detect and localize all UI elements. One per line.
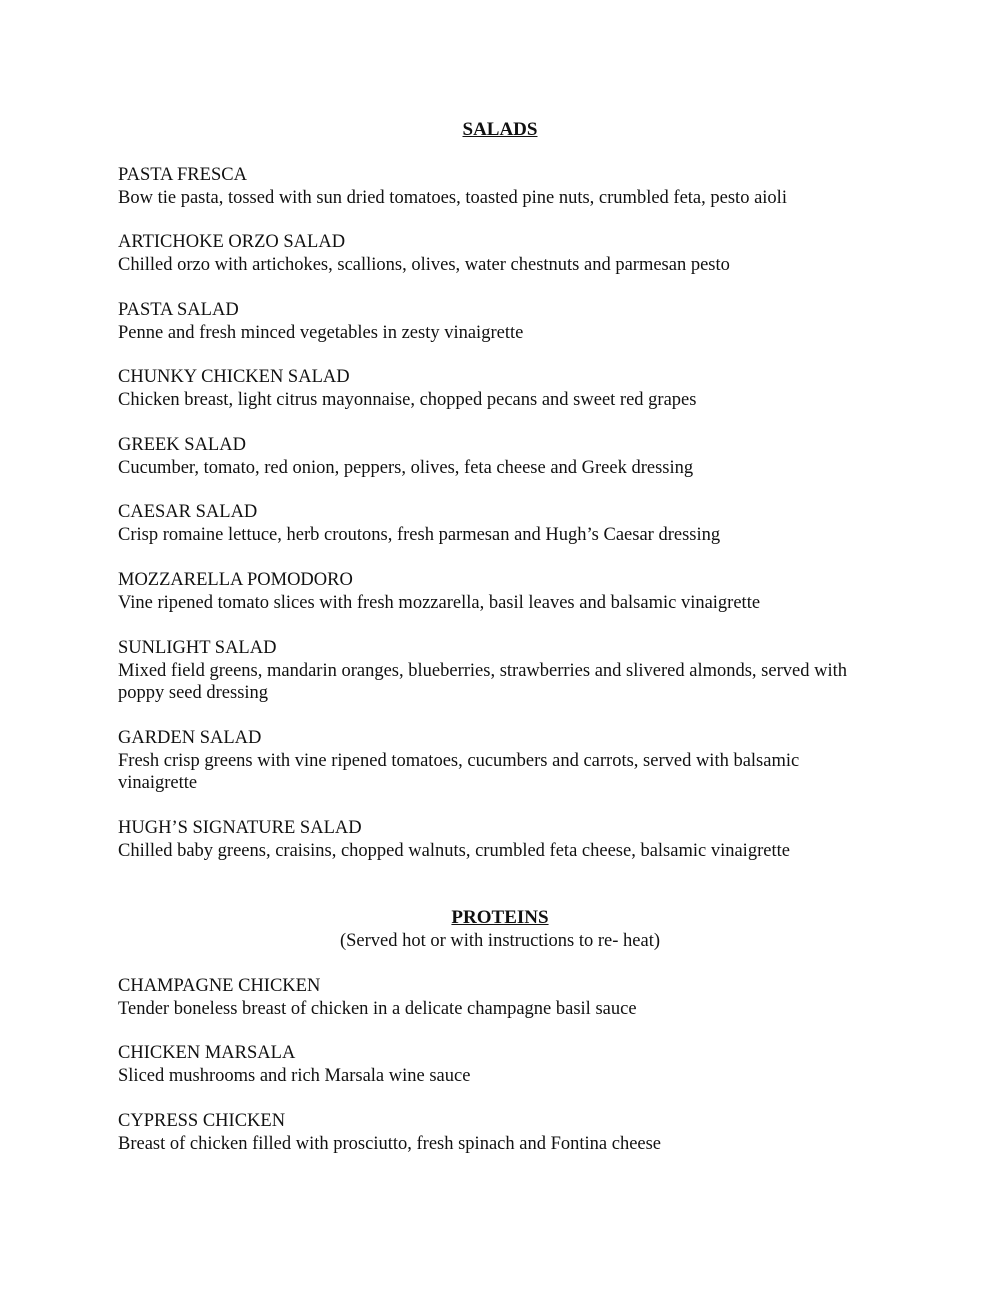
salad-item-chunky-chicken xyxy=(118,366,878,411)
salads-title: SALADS xyxy=(462,119,538,140)
item-name: GARDEN SALAD xyxy=(118,728,262,748)
item-description: Chicken breast, light citrus mayonnaise, chopped pecans and sweet red grapes xyxy=(118,389,697,410)
item-name: PASTA SALAD xyxy=(118,300,239,320)
item-description: Mixed field greens, mandarin oranges, blueberries, strawberries and slivered almonds, served with poppy seed dressing xyxy=(118,660,847,703)
item-description: Chilled orzo with artichokes, scallions, olives, water chestnuts and parmesan pesto xyxy=(118,254,730,275)
item-name: CYPRESS CHICKEN xyxy=(118,1111,286,1131)
item-name: CHUNKY CHICKEN SALAD xyxy=(118,367,350,387)
item-description: Cucumber, tomato, red onion, peppers, olives, feta cheese and Greek dressing xyxy=(118,457,694,478)
item-description: Sliced mushrooms and rich Marsala wine sauce xyxy=(118,1065,471,1086)
salad-item-mozzarella-pomodoro xyxy=(118,569,878,614)
salad-item-pasta-fresca xyxy=(118,164,878,209)
item-description: Tender boneless breast of chicken in a delicate champagne basil sauce xyxy=(118,998,637,1019)
item-description: Breast of chicken filled with prosciutto, fresh spinach and Fontina cheese xyxy=(118,1133,662,1154)
item-name: GREEK SALAD xyxy=(118,435,246,455)
salad-item-garden xyxy=(118,727,878,795)
item-name: CHICKEN MARSALA xyxy=(118,1043,296,1063)
proteins-subtitle: (Served hot or with instructions to re- heat) xyxy=(339,931,661,951)
item-name: SUNLIGHT SALAD xyxy=(118,638,277,658)
item-description: Penne and fresh minced vegetables in zesty vinaigrette xyxy=(118,322,524,343)
item-description: Vine ripened tomato slices with fresh mozzarella, basil leaves and balsamic vinaigrette xyxy=(118,592,761,613)
item-name: CAESAR SALAD xyxy=(118,502,258,522)
salad-item-greek xyxy=(118,434,878,479)
item-description: Crisp romaine lettuce, herb croutons, fresh parmesan and Hugh’s Caesar dressing xyxy=(118,524,721,545)
salad-item-pasta-salad xyxy=(118,299,878,344)
item-name: PASTA FRESCA xyxy=(118,165,247,185)
protein-item-champagne-chicken xyxy=(118,975,878,1020)
item-description: Fresh crisp greens with vine ripened tomatoes, cucumbers and carrots, served with balsamic vinaigrette xyxy=(118,750,800,793)
protein-item-chicken-marsala xyxy=(118,1042,878,1087)
item-name: CHAMPAGNE CHICKEN xyxy=(118,976,321,996)
salad-item-artichoke-orzo xyxy=(118,231,878,276)
salad-item-sunlight xyxy=(118,637,878,705)
item-name: HUGH’S SIGNATURE SALAD xyxy=(118,818,362,838)
item-description: Bow tie pasta, tossed with sun dried tomatoes, toasted pine nuts, crumbled feta, pesto aioli xyxy=(118,187,787,208)
salad-item-hughs-signature xyxy=(118,817,878,862)
proteins-title: PROTEINS xyxy=(451,907,549,928)
salad-item-caesar xyxy=(118,501,878,546)
item-name: ARTICHOKE ORZO SALAD xyxy=(118,232,346,252)
protein-item-cypress-chicken xyxy=(118,1110,878,1155)
item-description: Chilled baby greens, craisins, chopped walnuts, crumbled feta cheese, balsamic vinaigrette xyxy=(118,840,790,861)
item-name: MOZZARELLA POMODORO xyxy=(118,570,353,590)
